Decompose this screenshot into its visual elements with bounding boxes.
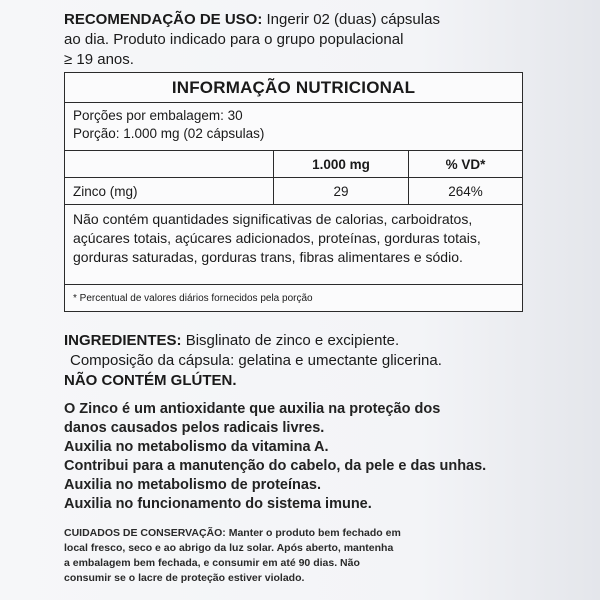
claim-line: Auxilia no metabolismo da vitamina A. <box>64 439 329 455</box>
nutrition-table <box>64 72 523 312</box>
storage-care <box>64 526 484 586</box>
nutrition-note <box>65 205 522 285</box>
gluten-warning: NÃO CONTÉM GLÚTEN. <box>64 372 237 389</box>
care-line: a embalagem bem fechada, e consumir em até 90 dias. Não <box>64 557 360 569</box>
claim-line: danos causados pelos radicais livres. <box>64 420 325 436</box>
header-amount: 1.000 mg <box>274 151 409 177</box>
usage-line-3: ≥ 19 anos. <box>64 51 134 68</box>
nutrition-header-row <box>65 151 522 178</box>
usage-line-1 <box>64 10 534 30</box>
ingredients-text: Bisglinato de zinco e excipiente. <box>185 332 400 349</box>
usage-text: Ingerir 02 (duas) cápsulas <box>266 11 440 28</box>
care-line: CUIDADOS DE CONSERVAÇÃO: Manter o produto bem fechado em <box>64 527 401 539</box>
nutrient-name: Zinco (mg) <box>65 178 274 204</box>
care-line: consumir se o lacre de proteção estiver violado. <box>64 572 305 584</box>
nutrient-row-zinc <box>65 178 522 205</box>
note-line: gorduras saturadas, gorduras trans, fibras alimentares e sódio. <box>73 249 463 265</box>
usage-label: RECOMENDAÇÃO DE USO: <box>64 11 263 28</box>
claim-line: Contribui para a manutenção do cabelo, da pele e das unhas. <box>64 458 487 474</box>
nutrition-title: INFORMAÇÃO NUTRICIONAL <box>65 73 522 103</box>
ingredients-label: INGREDIENTES: <box>64 332 182 349</box>
claim-line: O Zinco é um antioxidante que auxilia na proteção dos <box>64 401 441 417</box>
ingredients-line <box>64 331 534 351</box>
nutrient-amount: 29 <box>274 178 409 204</box>
header-blank <box>65 151 274 177</box>
usage-recommendation <box>64 10 534 70</box>
portion-size: Porção: 1.000 mg (02 cápsulas) <box>73 126 265 141</box>
header-vd: % VD* <box>445 157 486 172</box>
portion-info <box>65 103 522 151</box>
claim-line: Auxilia no metabolismo de proteínas. <box>64 477 322 493</box>
ingredients-section <box>64 331 534 391</box>
note-line: açúcares totais, açúcares adicionados, proteínas, gorduras totais, <box>73 230 481 246</box>
servings-per-package: Porções por embalagem: 30 <box>73 108 243 123</box>
care-line: local fresco, seco e ao abrigo da luz solar. Após aberto, mantenha <box>64 542 394 554</box>
capsule-composition: Composição da cápsula: gelatina e umectante glicerina. <box>70 352 442 369</box>
nutrient-vd: 264% <box>448 184 483 199</box>
health-claims <box>64 400 544 514</box>
note-line: Não contém quantidades significativas de calorias, carboidratos, <box>73 211 473 227</box>
usage-line-2: ao dia. Produto indicado para o grupo populacional <box>64 31 404 48</box>
claim-line: Auxilia no funcionamento do sistema imune. <box>64 496 372 512</box>
nutrition-footnote: * Percentual de valores diários fornecidos pela porção <box>73 293 313 304</box>
